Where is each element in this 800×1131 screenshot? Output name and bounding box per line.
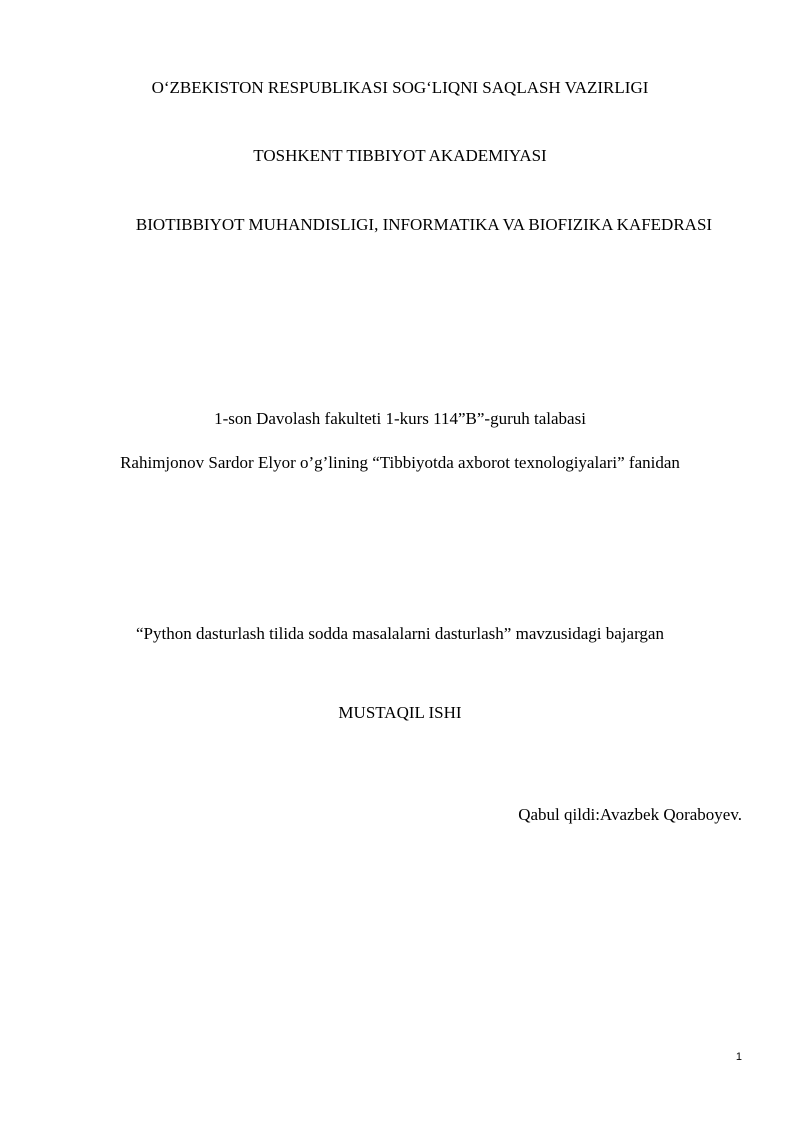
topic-line: “Python dasturlash tilida sodda masalalarni dasturlash” mavzusidagi bajargan: [136, 624, 664, 643]
work-type-title: MUSTAQIL ISHI: [338, 703, 462, 722]
student-subject-line: Rahimjonov Sardor Elyor o’g’lining “Tibbiyotda axborot texnologiyalari” fanidan: [120, 453, 680, 472]
student-group-line: 1-son Davolash fakulteti 1-kurs 114”B”-guruh talabasi: [214, 409, 586, 428]
accepted-by-line: Qabul qildi:Avazbek Qoraboyev.: [518, 805, 742, 824]
department-heading: BIOTIBBIYOT MUHANDISLIGI, INFORMATIKA VA BIOFIZIKA KAFEDRASI: [135, 215, 713, 234]
academy-heading: TOSHKENT TIBBIYOT AKADEMIYASI: [253, 146, 547, 165]
page-number: 1: [735, 1051, 742, 1063]
ministry-heading: O‘ZBEKISTON RESPUBLIKASI SOG‘LIQNI SAQLASH VAZIRLIGI: [151, 78, 649, 97]
